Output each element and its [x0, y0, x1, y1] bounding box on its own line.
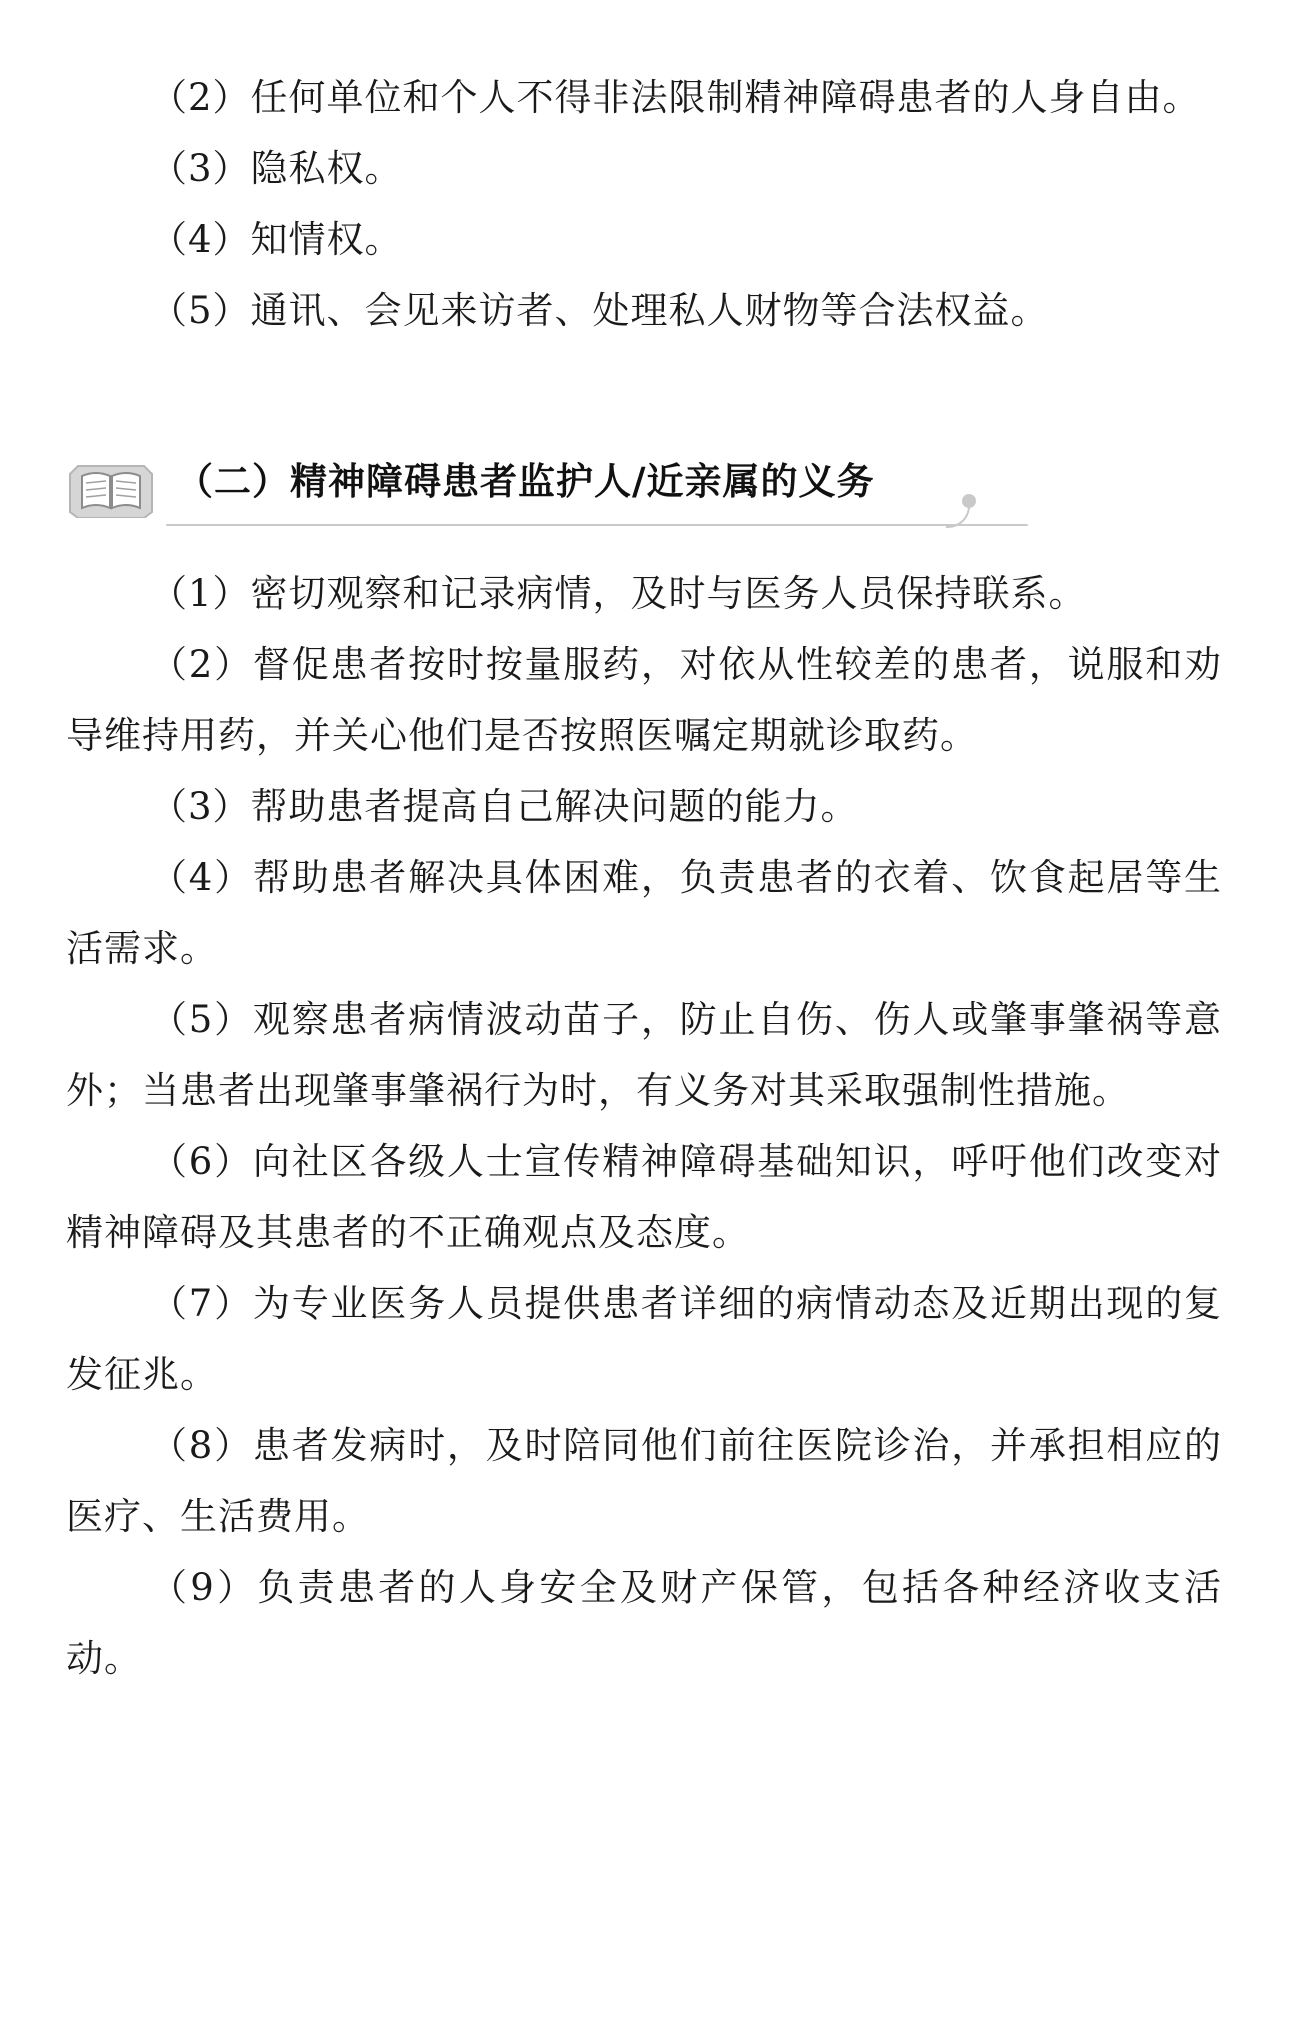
list-item: （4）知情权。	[150, 218, 403, 261]
section-title: （二）精神障碍患者监护人/近亲属的义务	[176, 460, 875, 503]
list-item: （4）帮助患者解决具体困难，负责患者的衣着、饮食起居等生活需求。	[66, 856, 1222, 970]
heading-dot	[962, 494, 976, 508]
list-item: （1）密切观察和记录病情，及时与医务人员保持联系。	[150, 572, 1087, 615]
list-item: （5）观察患者病情波动苗子，防止自伤、伤人或肇事肇祸等意外；当患者出现肇事肇祸行为时，有义务对其采取强制性措施。	[66, 998, 1222, 1112]
list-item: （3）帮助患者提高自己解决问题的能力。	[150, 785, 859, 828]
list-item: （9）负责患者的人身安全及财产保管，包括各种经济收支活动。	[66, 1566, 1222, 1680]
list-item: （2）任何单位和个人不得非法限制精神障碍患者的人身自由。	[150, 76, 1201, 119]
heading-underline	[166, 524, 1028, 526]
list-item: （8）患者发病时，及时陪同他们前往医院诊治，并承担相应的医疗、生活费用。	[66, 1424, 1222, 1538]
list-item: （5）通讯、会见来访者、处理私人财物等合法权益。	[150, 289, 1049, 332]
section-heading	[68, 452, 988, 536]
open-book-icon	[68, 460, 154, 518]
duties-list	[66, 558, 1222, 1694]
list-item: （3）隐私权。	[150, 147, 403, 190]
list-item: （6）向社区各级人士宣传精神障碍基础知识，呼吁他们改变对精神障碍及其患者的不正确观点及态度。	[66, 1140, 1222, 1254]
rights-list	[66, 62, 1222, 346]
list-item: （2）督促患者按时按量服药，对依从性较差的患者，说服和劝导维持用药，并关心他们是否按照医嘱定期就诊取药。	[66, 643, 1222, 757]
list-item: （7）为专业医务人员提供患者详细的病情动态及近期出现的复发征兆。	[66, 1282, 1222, 1396]
